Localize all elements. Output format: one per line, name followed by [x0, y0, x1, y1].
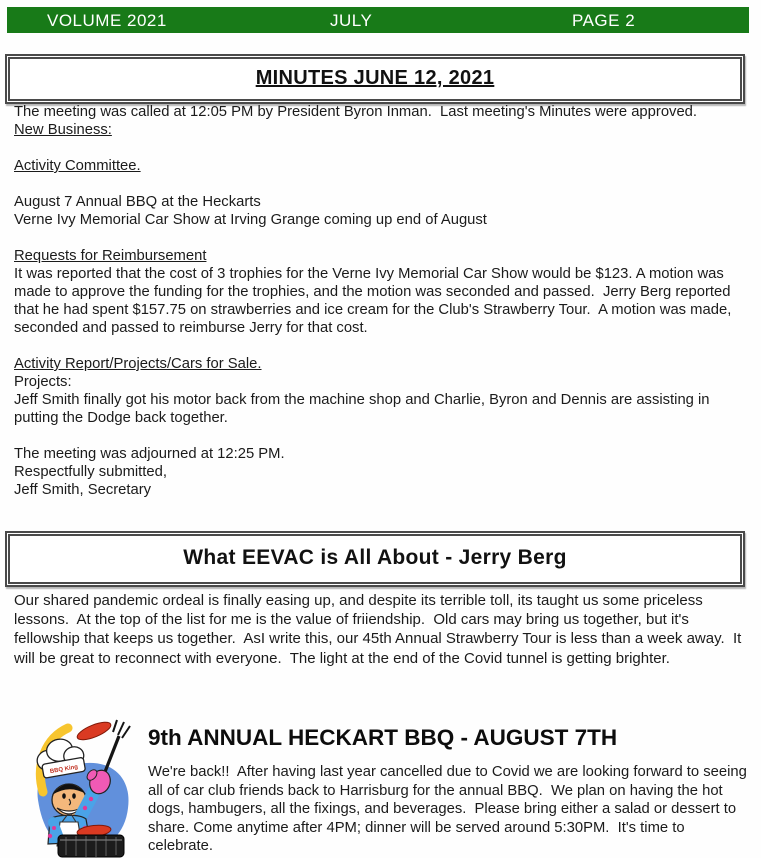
chef-eye	[72, 793, 76, 799]
minutes-title-box	[5, 54, 745, 104]
reimbursement-text: It was reported that the cost of 3 trophies for the Verne Ivy Memorial Car Show would be $123. A motion was made to approve the funding for the trophies, and the motion was seconded and passed. Jerry Berg reported that he had spent $157.75 on strawberries and ice cream for the Club's Strawberry Tour. A motion was made, seconded and passed to reimburse Jerry for that cost.	[14, 266, 736, 336]
eevac-title: What EEVAC is All About - Jerry Berg	[183, 546, 567, 569]
submitted-line: Respectfully submitted,	[14, 464, 167, 480]
activity-line: August 7 Annual BBQ at the Heckarts	[14, 194, 261, 210]
masthead-bar	[7, 7, 749, 33]
spacer	[14, 139, 748, 157]
projects-text: Jeff Smith finally got his motor back from the machine shop and Charlie, Byron and Dennis are assisting in putting the Dodge back together.	[14, 392, 714, 426]
activity-report-label: Activity Report/Projects/Cars for Sale.	[14, 356, 262, 372]
masthead-page-number: PAGE 2	[572, 11, 636, 30]
masthead-volume: VOLUME 2021	[47, 11, 167, 30]
minutes-body	[14, 103, 748, 499]
spacer	[14, 175, 748, 193]
hat-text: BBQ King	[49, 764, 79, 776]
minutes-intro: The meeting was called at 12:05 PM by President Byron Inman. Last meeting's Minutes were approved.	[14, 104, 698, 120]
reimbursement-label: Requests for Reimbursement	[14, 248, 207, 264]
new-business-label: New Business:	[14, 122, 112, 138]
bbq-title: 9th ANNUAL HECKART BBQ - AUGUST 7TH	[148, 725, 618, 750]
activity-committee-label: Activity Committee.	[14, 158, 141, 174]
secretary-line: Jeff Smith, Secretary	[14, 482, 152, 498]
sausage-on-fork	[75, 719, 113, 744]
bbq-chef-illustration	[22, 716, 140, 858]
eevac-title-box	[5, 531, 745, 587]
spacer	[14, 337, 748, 355]
spacer	[14, 229, 748, 247]
projects-label: Projects:	[14, 374, 72, 390]
left-arm	[53, 822, 59, 838]
chef-eye	[62, 793, 66, 799]
minutes-title: MINUTES JUNE 12, 2021	[255, 67, 495, 89]
bbq-body: We're back!! After having last year cancelled due to Covid we are looking forward to seeing all of car club friends back to Harrisburg for the annual BBQ. We plan on having the hot dogs, hambugers, all the fixings, and beverages. Please bring either a salad or dessert to share. Come anytime after 4PM; dinner will be served around 5:30PM. It's time to celebrate.	[148, 764, 751, 855]
fork-icon	[113, 720, 130, 738]
masthead-month: JULY	[330, 11, 373, 30]
activity-line: Verne Ivy Memorial Car Show at Irving Grange coming up end of August	[14, 212, 487, 228]
spacer	[14, 427, 748, 445]
grill-icon	[58, 835, 124, 857]
eevac-body: Our shared pandemic ordeal is finally easing up, and despite its terrible toll, its taught us some priceless lessons. At the top of the list for me is the value of friiendship. Old cars may bring us together, but it's fellowship that keeps us together. AsI write this, our 45th Annual Strawberry Tour is less than a week away. It will be great to reconnect with everyone. The light at the end of the Covid tunnel is getting brighter.	[14, 592, 746, 667]
adjourned-line: The meeting was adjourned at 12:25 PM.	[14, 446, 285, 462]
